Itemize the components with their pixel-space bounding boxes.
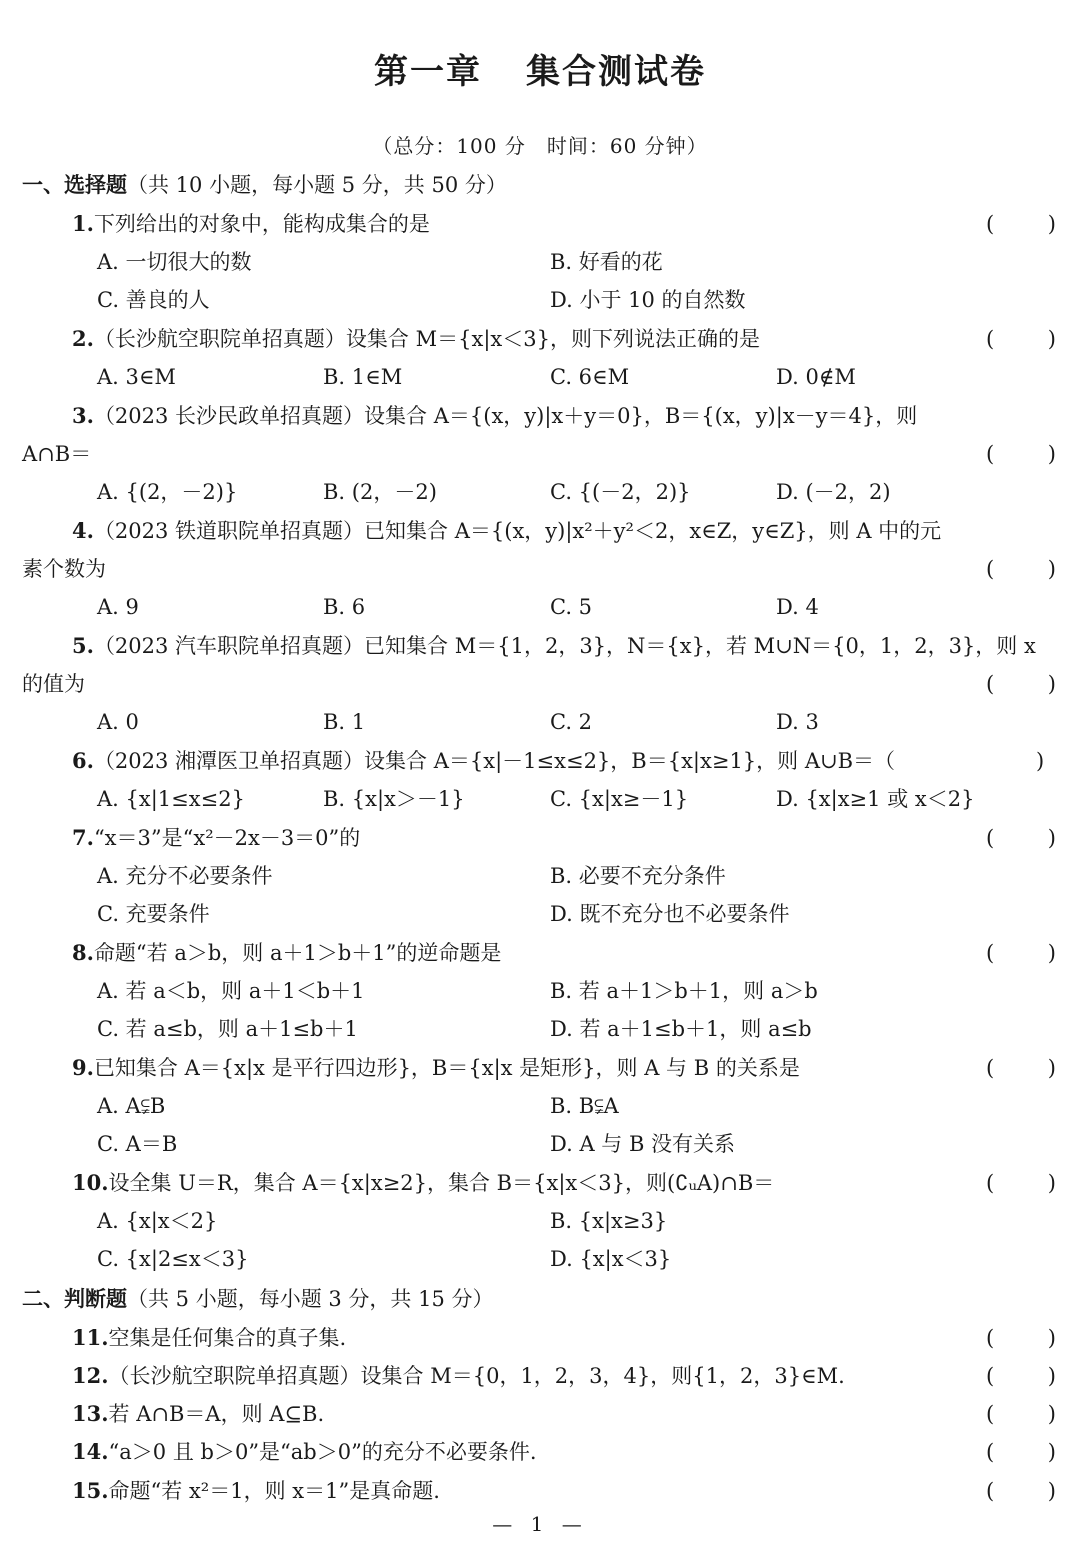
option: A. 0 <box>97 710 139 734</box>
option: D. A 与 B 没有关系 <box>550 1132 736 1156</box>
question-stem: 2.（长沙航空职院单招真题）设集合 M＝{x|x＜3}，则下列说法正确的是 <box>72 326 760 351</box>
question-stem-continuation: 素个数为 <box>22 557 106 581</box>
answer-blank[interactable]: ( ) <box>986 1479 1056 1503</box>
option: B. 好看的花 <box>550 250 663 274</box>
option: D. 若 a＋1≤b＋1，则 a≤b <box>550 1017 812 1041</box>
question-stem-continuation: A∩B＝ <box>22 442 92 466</box>
option: C. 充要条件 <box>97 902 210 926</box>
option: B. 若 a＋1＞b＋1，则 a＞b <box>550 979 818 1003</box>
section-heading: 二、判断题（共 5 小题，每小题 3 分，共 15 分） <box>22 1286 494 1311</box>
option: B. B⫋A <box>550 1094 619 1118</box>
option: C. A＝B <box>97 1132 178 1156</box>
answer-blank[interactable]: ( ) <box>986 1440 1056 1464</box>
option: C. 若 a≤b，则 a＋1≤b＋1 <box>97 1017 358 1041</box>
option: D. 0∉M <box>776 365 856 389</box>
option: C. 5 <box>550 595 593 619</box>
option: D. {x|x≥1 或 x＜2} <box>776 787 975 811</box>
answer-blank[interactable]: ( ) <box>986 941 1056 965</box>
option: A. 一切很大的数 <box>97 250 252 274</box>
answer-blank[interactable]: ( ) <box>986 327 1056 351</box>
question-stem: 1.下列给出的对象中，能构成集合的是 <box>72 211 430 236</box>
answer-blank[interactable]: ( ) <box>986 557 1056 581</box>
option: C. 善良的人 <box>97 288 210 312</box>
option: A. A⫋B <box>97 1094 166 1118</box>
option: A. {x|x＜2} <box>97 1209 218 1233</box>
exam-info: （总分：100 分 时间：60 分钟） <box>372 134 708 158</box>
option: B. 1∈M <box>323 365 403 389</box>
answer-blank[interactable]: ( ) <box>986 1326 1056 1350</box>
option: C. 6∈M <box>550 365 630 389</box>
answer-blank[interactable]: ( ) <box>986 1056 1056 1080</box>
question-stem: 4.（2023 铁道职院单招真题）已知集合 A＝{(x，y)|x²＋y²＜2，x∈Z，y∈Z}，则 A 中的元 <box>72 518 942 543</box>
page-number: — 1 — <box>492 1512 588 1536</box>
option: D. (－2，2) <box>776 480 891 504</box>
question-stem: 10.设全集 U＝R，集合 A＝{x|x≥2}，集合 B＝{x|x＜3}，则(∁ᵤA)∩B＝ <box>72 1170 775 1195</box>
option: B. {x|x≥3} <box>550 1209 668 1233</box>
question-stem: 8.命题“若 a＞b，则 a＋1＞b＋1”的逆命题是 <box>72 940 502 965</box>
option: C. {x|2≤x＜3} <box>97 1247 249 1271</box>
question-stem: 7.“x＝3”是“x²－2x－3＝0”的 <box>72 825 361 850</box>
option: B. {x|x＞－1} <box>323 787 465 811</box>
option: B. 必要不充分条件 <box>550 864 726 888</box>
question-stem: 6.（2023 湘潭医卫单招真题）设集合 A＝{x|－1≤x≤2}，B＝{x|x≥1}，则 A∪B＝（ <box>72 748 896 773</box>
answer-blank[interactable]: ) <box>1036 749 1045 773</box>
answer-blank[interactable]: ( ) <box>986 826 1056 850</box>
section-heading: 一、选择题（共 10 小题，每小题 5 分，共 50 分） <box>22 172 507 197</box>
question-stem-continuation: 的值为 <box>22 672 85 696</box>
option: A. 3∈M <box>97 365 176 389</box>
question-stem: 5.（2023 汽车职院单招真题）已知集合 M＝{1，2，3}，N＝{x}，若 M∪N＝{0，1，2，3}，则 x <box>72 633 1036 658</box>
option: B. 1 <box>323 710 366 734</box>
option: B. 6 <box>323 595 366 619</box>
question-stem: 3.（2023 长沙民政单招真题）设集合 A＝{(x，y)|x＋y＝0}，B＝{(x，y)|x－y＝4}，则 <box>72 403 918 428</box>
answer-blank[interactable]: ( ) <box>986 1171 1056 1195</box>
question-stem: 14.“a＞0 且 b＞0”是“ab＞0”的充分不必要条件. <box>72 1439 537 1464</box>
answer-blank[interactable]: ( ) <box>986 442 1056 466</box>
option: C. {x|x≥－1} <box>550 787 689 811</box>
option: A. {(2，－2)} <box>97 480 238 504</box>
question-stem: 13.若 A∩B＝A，则 A⊆B. <box>72 1401 325 1426</box>
answer-blank[interactable]: ( ) <box>986 1402 1056 1426</box>
option: D. 既不充分也不必要条件 <box>550 902 790 926</box>
option: D. 3 <box>776 710 819 734</box>
question-stem: 12.（长沙航空职院单招真题）设集合 M＝{0，1，2，3，4}，则{1，2，3}∈M. <box>72 1363 845 1388</box>
option: D. {x|x＜3} <box>550 1247 672 1271</box>
option: C. {(－2，2)} <box>550 480 691 504</box>
answer-blank[interactable]: ( ) <box>986 1364 1056 1388</box>
option: A. 9 <box>97 595 139 619</box>
question-stem: 11.空集是任何集合的真子集. <box>72 1325 347 1350</box>
answer-blank[interactable]: ( ) <box>986 212 1056 236</box>
option: B. (2，－2) <box>323 480 437 504</box>
option: C. 2 <box>550 710 593 734</box>
option: D. 小于 10 的自然数 <box>550 288 746 312</box>
option: A. 充分不必要条件 <box>97 864 273 888</box>
question-stem: 15.命题“若 x²＝1，则 x＝1”是真命题. <box>72 1478 440 1503</box>
question-stem: 9.已知集合 A＝{x|x 是平行四边形}，B＝{x|x 是矩形}，则 A 与 B 的关系是 <box>72 1055 800 1080</box>
page-title: 第一章 集合测试卷 <box>374 52 706 92</box>
option: A. {x|1≤x≤2} <box>97 787 245 811</box>
option: A. 若 a＜b，则 a＋1＜b＋1 <box>97 979 365 1003</box>
option: D. 4 <box>776 595 819 619</box>
answer-blank[interactable]: ( ) <box>986 672 1056 696</box>
